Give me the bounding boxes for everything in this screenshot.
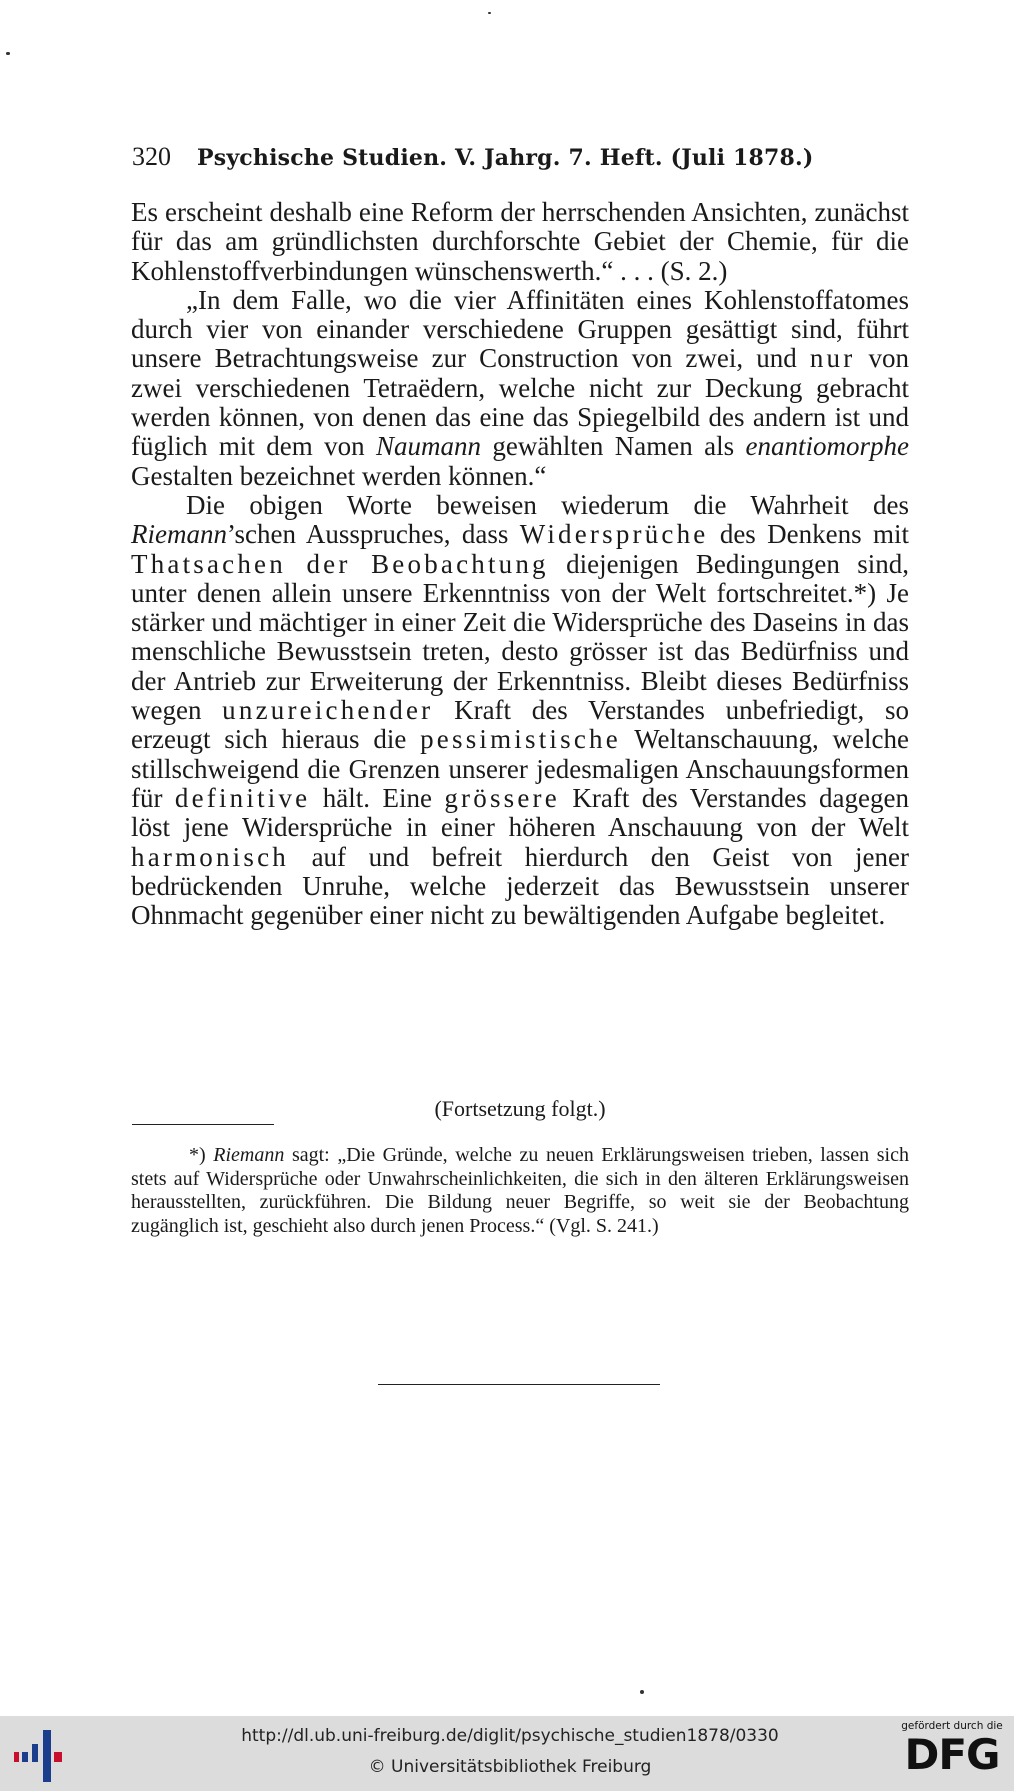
- spaced-emphasis: Thatsachen der Beobachtung: [131, 548, 549, 579]
- running-title: Psychische Studien. V. Jahrg. 7. Heft. (Juli 1878.): [197, 145, 814, 171]
- italic-name: Riemann: [131, 519, 227, 550]
- document-url-link[interactable]: http://dl.ub.uni-freiburg.de/diglit/psychische_studien1878/0330: [241, 1726, 779, 1746]
- page-number: 320: [132, 142, 171, 171]
- scan-speck: [640, 1690, 644, 1694]
- italic-name: Naumann: [376, 431, 482, 462]
- continuation-note: (Fortsetzung folgt.): [434, 1096, 606, 1121]
- footnote-name: Riemann: [213, 1144, 285, 1166]
- paragraph-3: Die obigen Worte beweisen wiederum die Wahrheit des Riemann’schen Ausspruches, dass Widersprüche des Denkens mit Thatsachen der Beobachtung diejenigen Bedingungen sind, unter denen allein unsere Erkenntniss von der Welt fortschreitet.*) Je stärker und mächtiger in einer Zeit die Widersprüche des Daseins in das menschliche Bewusstsein treten, desto grösser ist das Bedürfniss und der Antrieb zur Erweiterung der Erkenntniss. Bleibt dieses Bedürfniss wegen unzureichender Kraft des Verstandes unbefriedigt, so erzeugt sich hieraus die pessimistische Weltanschauung, welche stillschweigend die Grenzen unserer jedesmaligen Anschauungsformen für definitive hält. Eine grössere Kraft des Verstandes dagegen löst jene Widersprüche in einer höheren Anschauung von der Welt harmonisch auf und befreit hierdurch den Geist von jener bedrückenden Unruhe, welche jederzeit das Bewusstsein unserer Ohnmacht gegenüber einer nicht zu bewältigenden Aufgabe begleitet.: [131, 489, 910, 931]
- spaced-emphasis: unzureichender: [222, 695, 434, 726]
- footnote-separator: [132, 1124, 274, 1125]
- end-rule: [378, 1384, 660, 1385]
- spaced-emphasis: definitive: [174, 782, 311, 813]
- library-logo-icon: [14, 1726, 64, 1784]
- footer-bar: [0, 1716, 1014, 1791]
- paragraph-2: „In dem Falle, wo die vier Affinitäten eines Kohlenstoffatomes durch vier von einander verschiedene Gruppen gesättigt sind, führt unsere Betrachtungsweise zur Construction von zwei, und nur von zwei verschiedenen Tetraëdern, welche nicht zur Deckung gebracht werden können, von denen das eine das Spiegelbild des andern ist und füglich mit dem von Naumann gewählten Namen als enantiomorphe Gestalten bezeichnet werden können.“: [131, 284, 910, 491]
- dfg-logo-text: DFG: [904, 1730, 1000, 1779]
- footnote-text: sagt: „Die Gründe, welche zu neuen Erklärungsweisen trieben, lassen sich stets auf Widersprüche oder Unwahrscheinlichkeiten, die sich in den älteren Erklärungsweisen herausstellten, zurückführen. Die Bildung neuer Begriffe, so weit sie der Beobachtung zugänglich ist, geschieht also durch jenen Process.“ (Vgl. S. 241.): [131, 1144, 909, 1237]
- italic-term: enantiomorphe: [745, 431, 909, 462]
- footnote: [131, 1144, 909, 1238]
- spaced-emphasis: pessimistische: [420, 724, 621, 755]
- scan-speck: [6, 52, 10, 55]
- spaced-emphasis: harmonisch: [131, 841, 289, 872]
- spaced-emphasis: Widersprüche: [519, 519, 709, 550]
- copyright-notice: © Universitätsbibliothek Freiburg: [368, 1757, 652, 1777]
- spaced-emphasis: grössere: [444, 782, 560, 813]
- footnote-mark: *): [189, 1144, 214, 1166]
- spaced-emphasis: nur: [809, 343, 856, 374]
- dfg-logo: [894, 1720, 1010, 1788]
- page-header: [132, 142, 832, 172]
- dfg-caption: gefördert durch die: [901, 1720, 1003, 1732]
- main-text: [131, 198, 909, 930]
- scan-speck: [488, 12, 491, 14]
- paragraph-1: Es erscheint deshalb eine Reform der herrschenden Ansichten, zunächst für das am gründlichsten durchforschte Gebiet der Chemie, für die Kohlenstoffverbindungen wünschenswerth.“ . . . (S. 2.): [131, 197, 909, 286]
